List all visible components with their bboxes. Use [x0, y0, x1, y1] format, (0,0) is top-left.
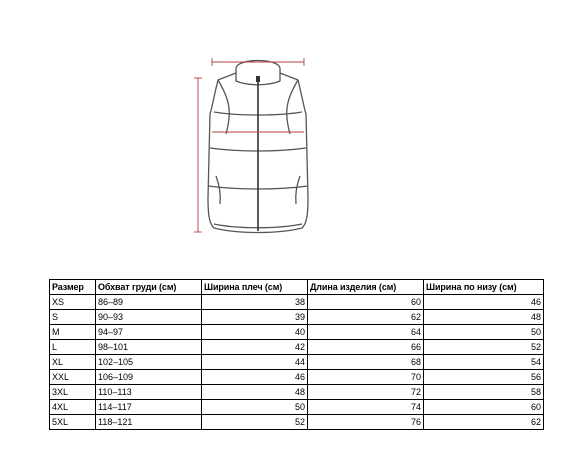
- cell-shoulders: 48: [202, 385, 308, 400]
- cell-bottom-width: 60: [424, 400, 544, 415]
- cell-shoulders: 46: [202, 370, 308, 385]
- cell-length: 66: [308, 340, 424, 355]
- table-row: [50, 370, 544, 385]
- cell-bottom-width: 46: [424, 295, 544, 310]
- cell-size: XS: [50, 295, 96, 310]
- cell-size: 5XL: [50, 415, 96, 430]
- table-row: [50, 400, 544, 415]
- cell-chest: 114–117: [96, 400, 202, 415]
- cell-chest: 98–101: [96, 340, 202, 355]
- cell-shoulders: 39: [202, 310, 308, 325]
- cell-bottom-width: 58: [424, 385, 544, 400]
- cell-size: S: [50, 310, 96, 325]
- cell-bottom-width: 54: [424, 355, 544, 370]
- cell-length: 68: [308, 355, 424, 370]
- header-shoulders: Ширина плеч (см): [202, 280, 308, 295]
- cell-length: 70: [308, 370, 424, 385]
- header-chest: Обхват груди (см): [96, 280, 202, 295]
- header-bottom-width: Ширина по низу (см): [424, 280, 544, 295]
- cell-length: 62: [308, 310, 424, 325]
- cell-shoulders: 44: [202, 355, 308, 370]
- table-row: [50, 355, 544, 370]
- cell-length: 72: [308, 385, 424, 400]
- cell-shoulders: 50: [202, 400, 308, 415]
- table-header-row: [50, 280, 544, 295]
- cell-size: 4XL: [50, 400, 96, 415]
- cell-length: 74: [308, 400, 424, 415]
- cell-chest: 110–113: [96, 385, 202, 400]
- cell-size: 3XL: [50, 385, 96, 400]
- cell-size: L: [50, 340, 96, 355]
- cell-chest: 118–121: [96, 415, 202, 430]
- table-row: [50, 310, 544, 325]
- cell-length: 60: [308, 295, 424, 310]
- cell-bottom-width: 50: [424, 325, 544, 340]
- cell-shoulders: 52: [202, 415, 308, 430]
- cell-size: M: [50, 325, 96, 340]
- vest-icon: [188, 48, 328, 244]
- header-size: Размер: [50, 280, 96, 295]
- table-row: [50, 415, 544, 430]
- cell-chest: 86–89: [96, 295, 202, 310]
- cell-bottom-width: 48: [424, 310, 544, 325]
- cell-length: 64: [308, 325, 424, 340]
- size-table: [49, 279, 544, 430]
- cell-chest: 106–109: [96, 370, 202, 385]
- cell-shoulders: 40: [202, 325, 308, 340]
- cell-chest: 90–93: [96, 310, 202, 325]
- cell-bottom-width: 52: [424, 340, 544, 355]
- table-row: [50, 325, 544, 340]
- cell-chest: 102–105: [96, 355, 202, 370]
- cell-bottom-width: 62: [424, 415, 544, 430]
- cell-bottom-width: 56: [424, 370, 544, 385]
- cell-length: 76: [308, 415, 424, 430]
- header-length: Длина изделия (см): [308, 280, 424, 295]
- cell-shoulders: 42: [202, 340, 308, 355]
- table-row: [50, 385, 544, 400]
- cell-chest: 94–97: [96, 325, 202, 340]
- cell-size: XXL: [50, 370, 96, 385]
- table-row: [50, 295, 544, 310]
- cell-shoulders: 38: [202, 295, 308, 310]
- table-row: [50, 340, 544, 355]
- vest-figure: [188, 48, 328, 244]
- cell-size: XL: [50, 355, 96, 370]
